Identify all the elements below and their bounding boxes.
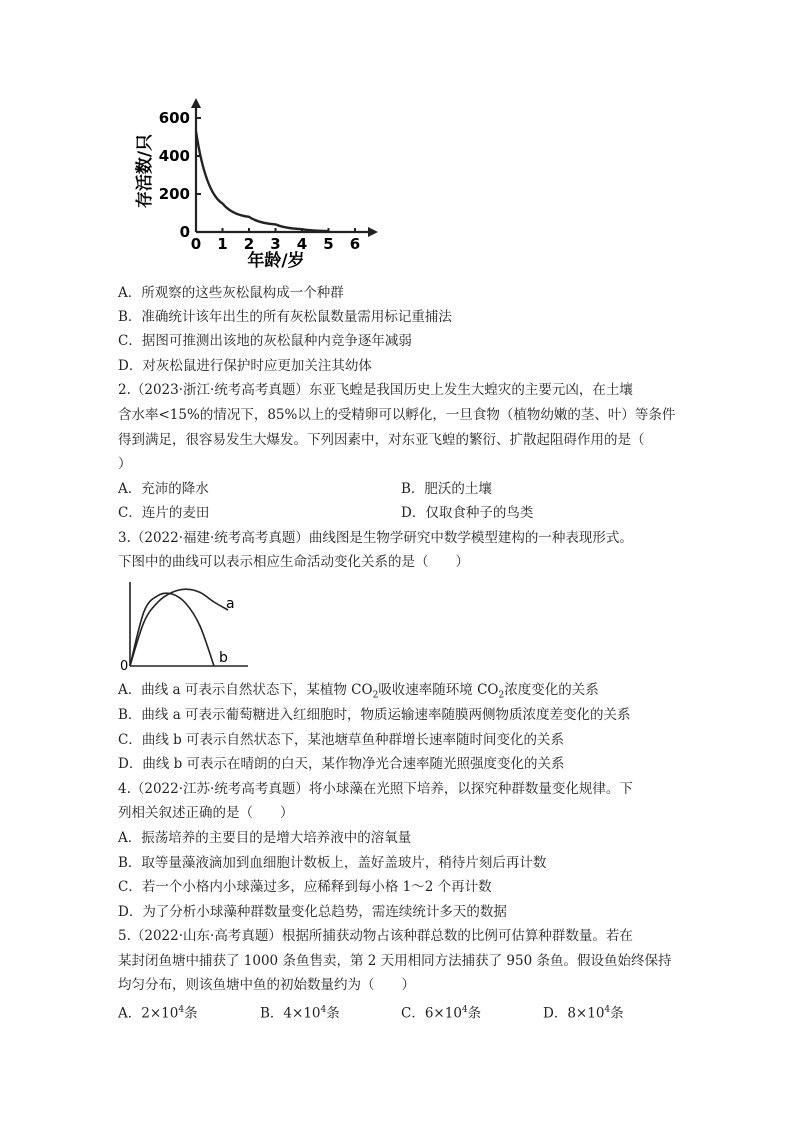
q2-option-d: D．仅取食种子的鸟类 (401, 505, 534, 521)
q5-stem-line: 均匀分布，则该鱼塘中鱼的初始数量约为（ ） (118, 977, 415, 993)
survival-curve (196, 131, 329, 231)
q3-option-b: B．曲线 a 可表示葡萄糖进入红细胞时，物质运输速率随膜两侧物质浓度差变化的关系 (118, 707, 631, 723)
chart-axes (130, 582, 248, 666)
q4-option-c: C．若一个小格内小球藻过多，应稀释到每小格 1～2 个再计数 (118, 879, 492, 895)
x-tick-label: 0 (190, 235, 202, 253)
chart-axes (191, 98, 378, 237)
q4-option-b: B．取等量藻液滴加到血细胞计数板上，盖好盖玻片，稍待片刻后再计数 (118, 855, 547, 871)
survival-chart (118, 96, 388, 276)
q2-stem-line: 含水率<15%的情况下，85%以上的受精卵可以孵化，一旦食物（植物幼嫩的茎、叶）等条件 (118, 407, 676, 423)
y-tick-label: 600 (158, 109, 190, 127)
q4-option-d: D．为了分析小球藻种群数量变化总趋势，需连续统计多天的数据 (118, 904, 507, 920)
q5-option-d: D．$8\times 10^4$条 (543, 1005, 624, 1022)
x-tick-label: 1 (217, 235, 228, 253)
q2-option-b: B．肥沃的土壤 (401, 481, 492, 497)
x-tick-label: 4 (296, 235, 308, 253)
q4-stem-line: 4.（2022·江苏·统考高考真题）将小球藻在光照下培养，以探究种群数量变化规律。下 (118, 781, 633, 797)
q3-option-c: C．曲线 b 可表示自然状态下，某池塘草鱼种群增长速率随时间变化的关系 (118, 732, 565, 748)
q2-stem-line: ） (118, 456, 132, 472)
y-tick-labels (159, 109, 201, 241)
y-tick-label: 200 (158, 185, 190, 203)
q4-stem-line: 列相关叙述正确的是（ ） (118, 805, 294, 821)
q2-option-c: C．连片的麦田 (118, 505, 210, 521)
x-tick-label: 5 (323, 235, 334, 253)
curve-b (130, 593, 214, 666)
y-tick-label: 400 (158, 147, 190, 165)
curve-b-label: b (219, 650, 228, 666)
q3-option-a: A．曲线 a 可表示自然状态下，某植物 $CO_2$吸收速率随环境 $CO_2$浓度变化的关系 (118, 682, 599, 701)
x-tick-label: 3 (270, 235, 281, 253)
q1-option-b: B．准确统计该年出生的所有灰松鼠数量需用标记重捕法 (118, 309, 452, 325)
q5-stem-line: 某封闭鱼塘中捕获了 1000 条鱼售卖，第 2 天用相同方法捕获了 950 条鱼。假设鱼始终保持 (118, 953, 672, 969)
y-tick-label: 0 (179, 223, 190, 241)
curve-a-label: a (226, 596, 235, 612)
y-axis-label: 存活数/只 (135, 133, 155, 209)
x-axis-arrow (368, 227, 378, 237)
q3-option-d: D．曲线 b 可表示在晴朗的白天，某作物净光合速率随光照强度变化的关系 (118, 756, 565, 772)
curve-ab-chart (116, 578, 256, 673)
q5-option-b: B．$4\times 10^4$条 (260, 1005, 340, 1022)
q2-option-a: A．充沛的降水 (118, 481, 209, 497)
q5-stem-line: 5.（2022·山东·高考真题）根据所捕获动物占该种群总数的比例可估算种群数量。若在 (118, 928, 633, 944)
curve-a (130, 589, 228, 666)
q1-option-c: C．据图可推测出该地的灰松鼠种内竞争逐年减弱 (118, 333, 412, 349)
q2-stem-line: 得到满足，很容易发生大爆发。下列因素中，对东亚飞蝗的繁衍、扩散起阻碍作用的是（ (118, 432, 645, 448)
x-axis-label: 年龄/岁 (247, 251, 305, 271)
q4-option-a: A．振荡培养的主要目的是增大培养液中的溶氧量 (118, 830, 412, 846)
q5-option-a: A．$2\times 10^4$条 (118, 1005, 198, 1022)
q3-stem-line: 下图中的曲线可以表示相应生命活动变化关系的是（ ） (118, 554, 469, 570)
q5-option-c: C．$6\times 10^4$条 (401, 1005, 482, 1022)
origin-label: 0 (120, 659, 129, 673)
y-axis-arrow (191, 98, 201, 108)
q3-stem-line: 3.（2022·福建·统考高考真题）曲线图是生物学研究中数学模型建构的一种表现形式。 (118, 530, 633, 546)
q1-option-d: D．对灰松鼠进行保护时应更加关注其幼体 (118, 358, 372, 374)
q1-option-a: A．所观察的这些灰松鼠构成一个种群 (118, 285, 344, 301)
q2-stem-line: 2.（2023·浙江·统考高考真题）东亚飞蝗是我国历史上发生大蝗灾的主要元凶，在土壤 (118, 382, 633, 398)
x-tick-label: 6 (349, 235, 361, 253)
x-tick-label: 2 (243, 235, 255, 253)
